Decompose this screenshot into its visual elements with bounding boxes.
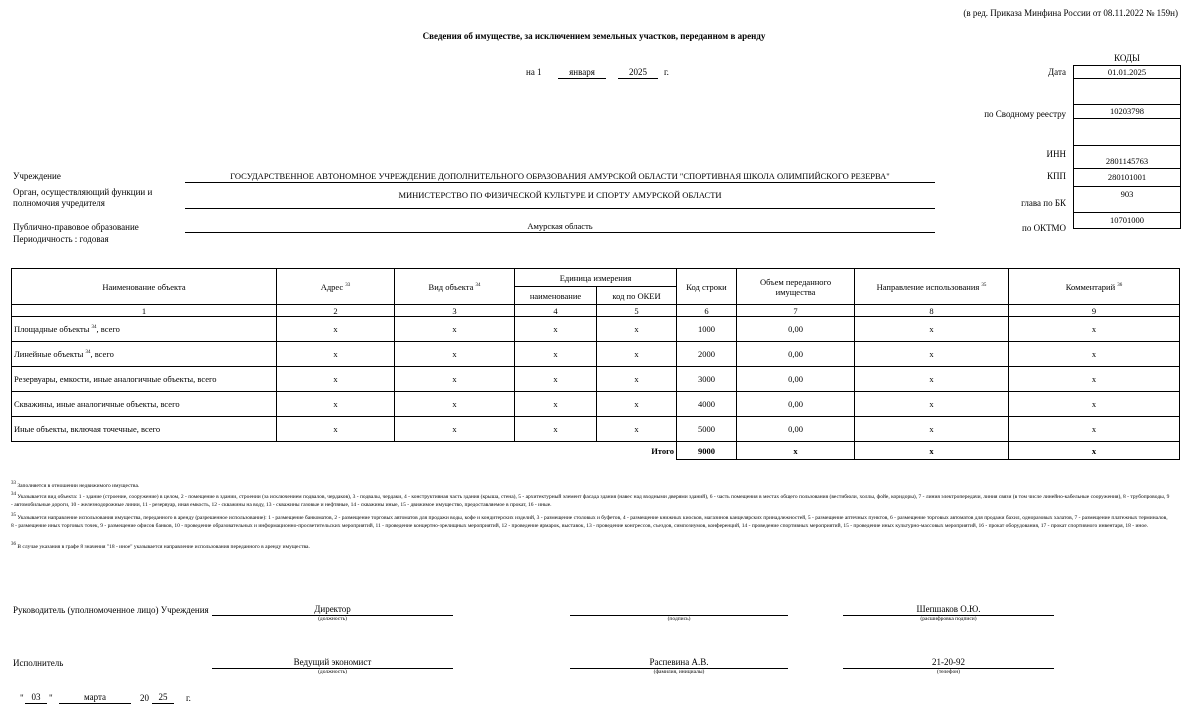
row-address: x [277,367,395,392]
row-code: 4000 [677,392,737,417]
row-address: x [277,417,395,442]
founder-value: МИНИСТЕРСТВО ПО ФИЗИЧЕСКОЙ КУЛЬТУРЕ И СПОРТУ АМУРСКОЙ ОБЛАСТИ [185,189,935,209]
col-num: 4 [515,305,597,317]
public-value: Амурская область [185,220,935,233]
head-position: Директор [212,603,453,616]
footnote-34: $^{34}$ Указывается вид объекта: 1 - здание (строение, сооружение) в целом, 2 - помещение в здании, строении (за исключением подвалов, чердаков), 3 - подвалы, чердаки, 4 - конструктивная часть здания (крыша, стена), 5 - архитектурный элемент фасада здания (навес над входными дверями зданий), 6 - часть помещения в местах общего пользования (вестибюли, холлы, фойе, коридоры), 7 - линия электропередачи, линия связи (в том числе линейно-кабельные сооружения), 8 - трубопроводы, 9 - автомобильные дороги, 10 - железнодорожные линии, 11 - резервуар, иная емкость, 12 - скважины на воду, 13 - скважины газовые и нефтяные, 14 - скважины иные, 15 - движимое имущество, предоставляемое в прокат, 16 - иные. [11,492,1170,508]
exec-position: Ведущий экономист [212,656,453,669]
col-num: 8 [855,305,1009,317]
label-oktmo: по ОКТМО [1022,223,1066,233]
col-header-name: Наименование объекта [12,269,277,305]
row-okei: x [597,392,677,417]
code-spacer-2 [1074,119,1180,146]
row-comment: x [1009,342,1180,367]
row-unit: x [515,317,597,342]
code-oktmo: 10701000 [1074,213,1180,229]
col-num: 9 [1009,305,1180,317]
row-direction: x [855,342,1009,367]
code-inn: 2801145763 [1074,146,1180,169]
footnote-33: $^{33}$ Заполняется в отношении недвижимого имущества. [11,481,140,489]
total-volume: x [737,442,855,460]
label-kpp: КПП [1046,171,1066,181]
row-comment: x [1009,317,1180,342]
row-okei: x [597,417,677,442]
quote-close: " [49,693,53,703]
date-year: 2025 [618,66,658,79]
sign-date-day: 03 [25,691,47,704]
exec-phone-caption: (телефон) [936,669,961,675]
row-okei: x [597,367,677,392]
sign-date-year: 25 [152,691,174,704]
row-unit: x [515,367,597,392]
table-row [12,342,1180,367]
row-name: Площадные объекты $^{34}$, всего [12,317,277,342]
footnote-36: $^{36}$ В случае указания в графе 8 значения "18 - иное" указывается направление использования переданного в аренду имущества. [11,542,310,550]
public-label: Публично-правовое образование [13,222,139,232]
label-inn: ИНН [1046,149,1066,159]
row-name: Резервуары, емкости, иные аналогичные объекты, всего [12,367,277,392]
row-code: 2000 [677,342,737,367]
footnote-35: $^{35}$ Указывается направление использования имущества, переданного в аренду (разрешенное использование): 1 - размещение банкоматов, 2 - размещение торговых автоматов для продажи воды, кофе и кондитерских изделий, 3 - размещение столовых и буфетов, 4 - размещение книжных киосков, магазинов канцелярских принадлежностей, 5 - размещение аптечных пунктов, 6 - размещение торговых автоматов для продажи бахил, одноразовых халатов, 7 - размещение платежных терминалов, 8 - размещение иных торговых точек, 9 - размещение офисов банков, 10 - проведение образовательных и информационно-просветительских мероприятий, 11 - проведение концертно-зрелищных мероприятий, 12 - проведение ярмарок, выставок, 13 - проведение конгрессов, съездов, симпозиумов, конференций, 14 - проведение спортивных мероприятий, 15 - проведение иных культурно-массовых мероприятий, 16 - прокат оборудования, 17 - прокат спортивного инвентаря, 18 - иное. [11,513,1168,529]
codes-box [1073,65,1181,229]
row-type: x [395,367,515,392]
row-name: Скважины, иные аналогичные объекты, всего [12,392,277,417]
col-num: 3 [395,305,515,317]
head-position-caption: (должность) [318,616,347,622]
row-comment: x [1009,417,1180,442]
head-name-caption: (расшифровка подписи) [920,616,977,622]
code-registry: 10203798 [1074,105,1180,119]
exec-phone: 21-20-92 [843,656,1054,669]
col-header-address: Адрес $^{33}$ [277,269,395,305]
total-comment: x [1009,442,1180,460]
row-type: x [395,342,515,367]
date-month: января [558,66,606,79]
row-volume: 0,00 [737,342,855,367]
row-volume: 0,00 [737,417,855,442]
row-type: x [395,417,515,442]
col-header-type: Вид объекта $^{34}$ [395,269,515,305]
col-header-direction: Направление использования $^{35}$ [855,269,1009,305]
head-label: Руководитель (уполномоченное лицо) Учреждения [13,605,209,615]
row-type: x [395,317,515,342]
property-table [11,268,1180,460]
period-label: Периодичность : годовая [13,234,109,244]
row-okei: x [597,317,677,342]
col-header-unit-okei: код по ОКЕИ [597,287,677,305]
exec-position-caption: (должность) [318,669,347,675]
institution-value: ГОСУДАРСТВЕННОЕ АВТОНОМНОЕ УЧРЕЖДЕНИЕ ДОПОЛНИТЕЛЬНОГО ОБРАЗОВАНИЯ АМУРСКОЙ ОБЛАСТИ "СПОРТИВНАЯ ШКОЛА ОЛИМПИЙСКОГО РЕЗЕРВА" [185,170,935,183]
total-direction: x [855,442,1009,460]
row-direction: x [855,367,1009,392]
quote-open: " [20,693,24,703]
code-spacer-1 [1074,79,1180,105]
code-kpp: 280101001 [1074,169,1180,187]
col-num: 5 [597,305,677,317]
col-num: 7 [737,305,855,317]
row-direction: x [855,317,1009,342]
table-row [12,367,1180,392]
head-sign-caption: (подпись) [667,616,691,622]
col-num: 2 [277,305,395,317]
total-label: Итого [12,442,677,460]
col-header-unit-name: наименование [515,287,597,305]
codes-heading: КОДЫ [1114,53,1140,63]
row-volume: 0,00 [737,317,855,342]
label-bk: глава по БК [1021,198,1066,208]
institution-label: Учреждение [13,171,61,181]
row-address: x [277,342,395,367]
row-name: Линейные объекты $^{34}$, всего [12,342,277,367]
sign-date-suffix: г. [186,693,191,703]
code-date: 01.01.2025 [1074,66,1180,79]
sign-date-year-prefix: 20 [140,693,149,703]
row-okei: x [597,342,677,367]
row-comment: x [1009,392,1180,417]
row-volume: 0,00 [737,367,855,392]
row-name: Иные объекты, включая точечные, всего [12,417,277,442]
row-address: x [277,317,395,342]
col-header-unit: Единица измерения [515,269,677,287]
label-date: Дата [1048,67,1066,77]
table-row [12,417,1180,442]
total-code: 9000 [677,442,737,460]
col-header-volume: Объем переданного имущества [737,269,855,305]
row-address: x [277,392,395,417]
col-num: 6 [677,305,737,317]
founder-label-2: полномочия учредителя [13,198,105,208]
col-header-comment: Комментарий $^{36}$ [1009,269,1180,305]
total-row [12,442,1180,460]
col-num: 1 [12,305,277,317]
row-volume: 0,00 [737,392,855,417]
founder-label-1: Орган, осуществляющий функции и [13,187,153,197]
row-unit: x [515,417,597,442]
sign-date-month: марта [59,691,131,704]
exec-name: Распевина А.В. [570,656,788,669]
exec-name-caption: (фамилия, инициалы) [653,669,705,675]
table-row [12,392,1180,417]
exec-label: Исполнитель [13,658,64,668]
label-registry: по Сводному реестру [984,109,1066,119]
table-row [12,317,1180,342]
page-title: Сведения об имуществе, за исключением земельных участков, переданном в аренду [422,31,766,41]
date-suffix: г. [664,67,669,77]
head-name: Шепшаков О.Ю. [843,603,1054,616]
col-header-code: Код строки [677,269,737,305]
code-bk: 903 [1074,187,1180,213]
row-code: 1000 [677,317,737,342]
row-comment: x [1009,367,1180,392]
row-direction: x [855,392,1009,417]
row-unit: x [515,392,597,417]
row-code: 5000 [677,417,737,442]
edition-note: (в ред. Приказа Минфина России от 08.11.2022 № 159н) [963,8,1178,18]
row-direction: x [855,417,1009,442]
row-type: x [395,392,515,417]
row-code: 3000 [677,367,737,392]
date-prefix: на 1 [526,67,542,77]
row-unit: x [515,342,597,367]
head-signature-line[interactable] [570,603,788,616]
